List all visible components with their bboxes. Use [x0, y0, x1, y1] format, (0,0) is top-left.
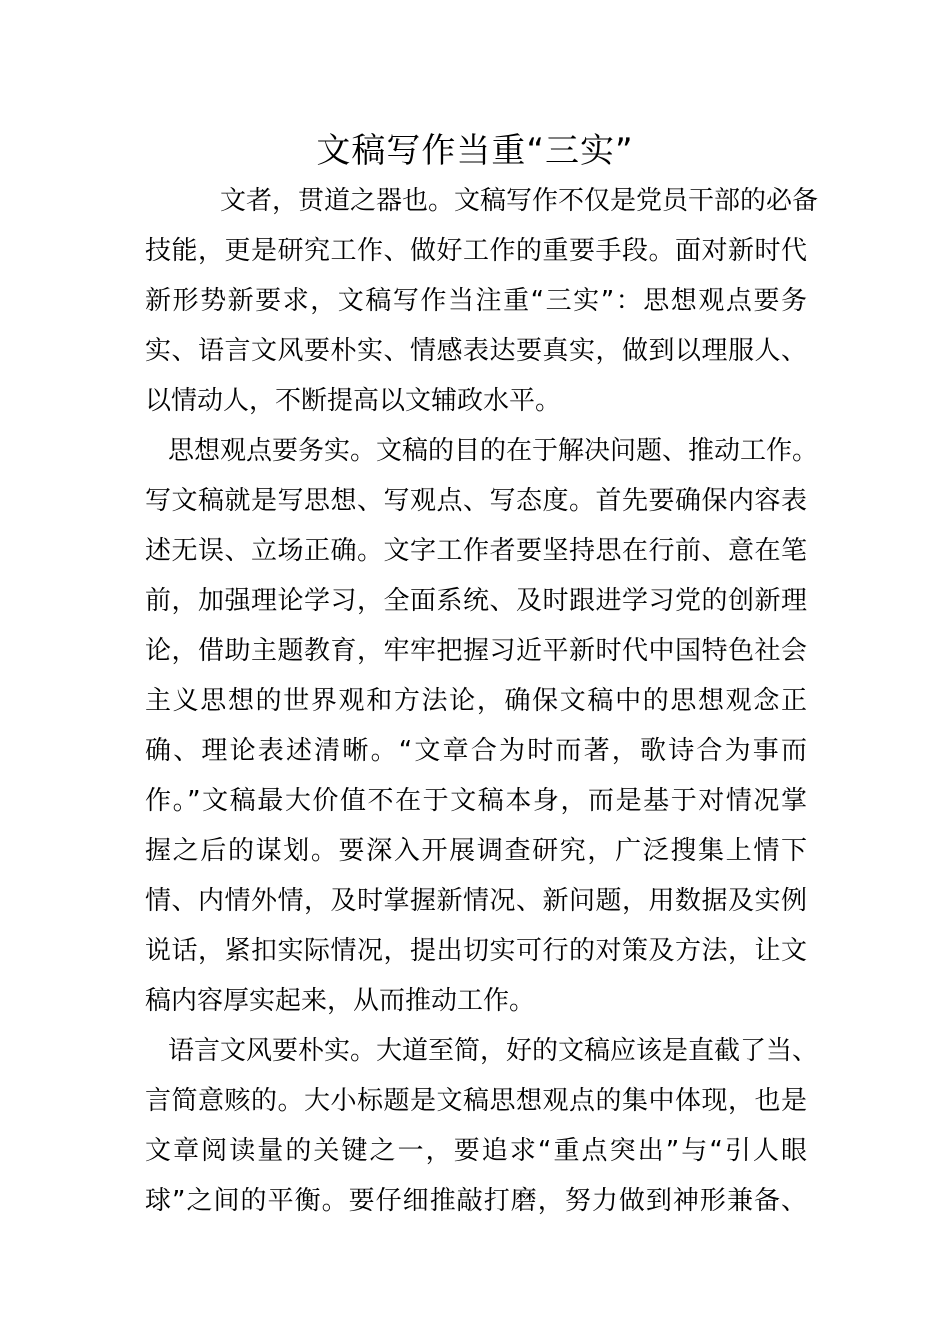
text-line: 文章阅读量的关键之一，要追求“重点突出”与“引人眼 [145, 1136, 807, 1166]
text-line: 思想观点要务实。文稿的目的在于解决问题、推动工作。 [168, 436, 819, 466]
text-line: 实、语言文风要朴实、情感表达要真实，做到以理服人、 [145, 336, 807, 366]
text-line: 作。”文稿最大价值不在于文稿本身，而是基于对情况掌 [145, 786, 807, 816]
document-title: 文稿写作当重“三实” [316, 131, 634, 171]
text-line: 文者，贯道之器也。文稿写作不仅是党员干部的必备 [220, 186, 819, 216]
text-line: 语言文风要朴实。大道至简，好的文稿应该是直截了当、 [168, 1036, 819, 1066]
text-line: 握之后的谋划。要深入开展调查研究，广泛搜集上情下 [145, 836, 807, 866]
text-line: 论，借助主题教育，牢牢把握习近平新时代中国特色社会 [145, 636, 807, 666]
text-line: 言简意赅的。大小标题是文稿思想观点的集中体现，也是 [145, 1086, 807, 1116]
text-line: 新形势新要求，文稿写作当注重“三实”：思想观点要务 [145, 286, 807, 316]
text-line: 技能，更是研究工作、做好工作的重要手段。面对新时代 [145, 236, 807, 266]
text-line: 写文稿就是写思想、写观点、写态度。首先要确保内容表 [145, 486, 807, 516]
text-line: 球”之间的平衡。要仔细推敲打磨，努力做到神形兼备、 [145, 1186, 807, 1216]
text-line: 以情动人，不断提高以文辅政水平。 [145, 386, 562, 416]
text-line: 说话，紧扣实际情况，提出切实可行的对策及方法，让文 [145, 936, 807, 966]
text-line: 情、内情外情，及时掌握新情况、新问题，用数据及实例 [145, 886, 807, 916]
text-line: 确、理论表述清晰。“文章合为时而著，歌诗合为事而 [145, 736, 807, 766]
text-line: 前，加强理论学习，全面系统、及时跟进学习党的创新理 [145, 586, 807, 616]
text-line: 述无误、立场正确。文字工作者要坚持思在行前、意在笔 [145, 536, 807, 566]
text-line: 稿内容厚实起来，从而推动工作。 [145, 986, 536, 1016]
text-line: 主义思想的世界观和方法论，确保文稿中的思想观念正 [145, 686, 807, 716]
